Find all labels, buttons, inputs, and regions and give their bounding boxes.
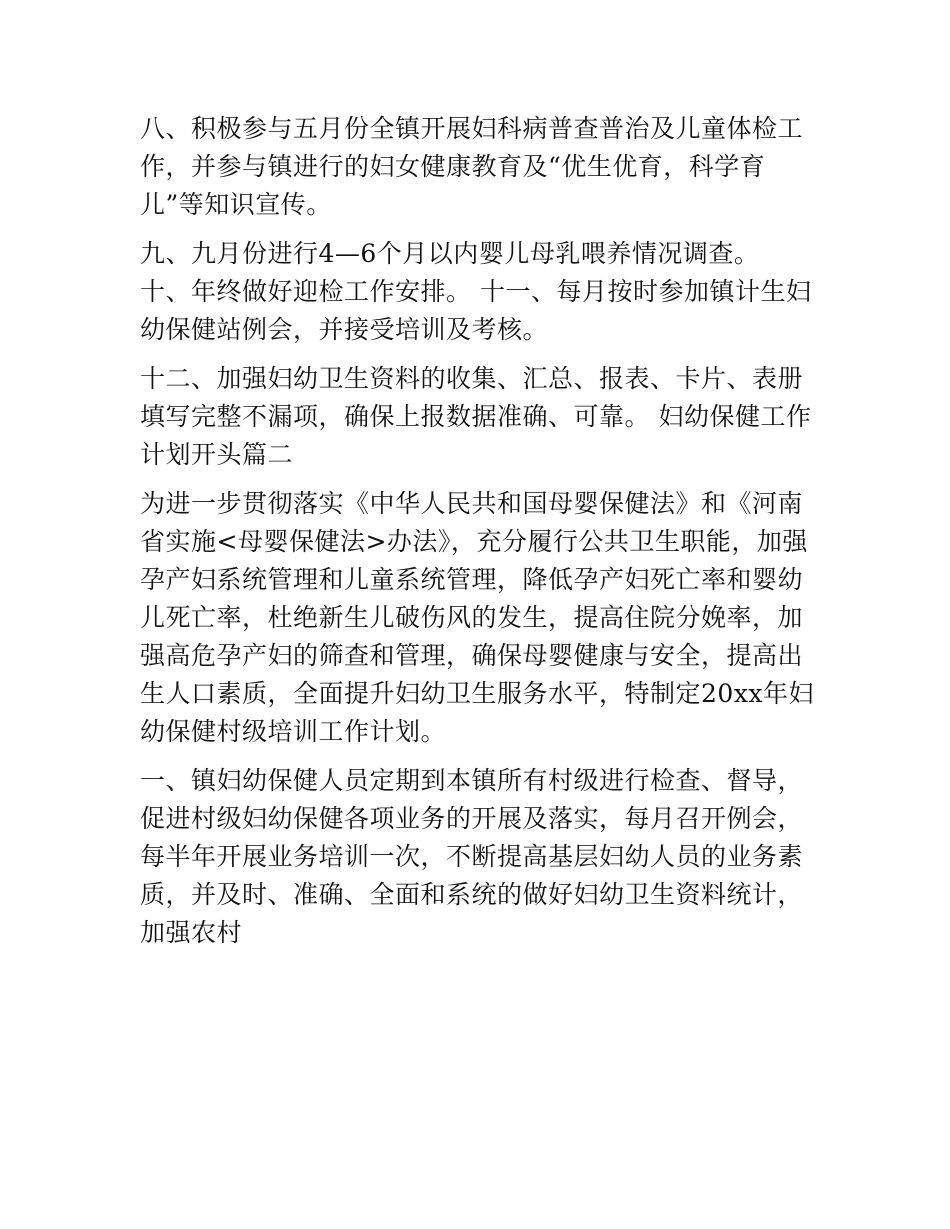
paragraph-intro: 为进一步贯彻落实《中华人民共和国母婴保健法》和《河南省实施<母婴保健法>办法》，充分履行公共卫生职能，加强孕产妇系统管理和儿童系统管理，降低孕产妇死亡率和婴幼儿死亡率，杜绝新生儿破伤风的发生，提高住院分娩率，加强高危孕产妇的筛查和管理，确保母婴健康与安全，提高出生人口素质，全面提升妇幼卫生服务水平，特制定20xx年妇幼保健村级培训工作计划。 [140,489,815,746]
document-body [140,110,815,963]
paragraph-item-8: 八、积极参与五月份全镇开展妇科病普查普治及儿童体检工作，并参与镇进行的妇女健康教育及“优生优育，科学育儿”等知识宣传。 [140,114,804,219]
paragraph-item-9-11: 九、九月份进行4—6个月以内婴儿母乳喂养情况调查。 十、年终做好迎检工作安排。 十一、每月按时参加镇计生妇幼保健站例会，并接受培训及考核。 [140,239,812,344]
paragraph-item-12: 十二、加强妇幼卫生资料的收集、汇总、报表、卡片、表册填写完整不漏项，确保上报数据准确、可靠。 妇幼保健工作计划开头篇二 [140,364,812,469]
paragraph-item-1: 一、镇妇幼保健人员定期到本镇所有村级进行检查、督导，促进村级妇幼保健各项业务的开展及落实，每月召开例会，每半年开展业务培训一次，不断提高基层妇幼人员的业务素质，并及时、准确、全面和系统的做好妇幼卫生资料统计，加强农村 [140,766,804,947]
